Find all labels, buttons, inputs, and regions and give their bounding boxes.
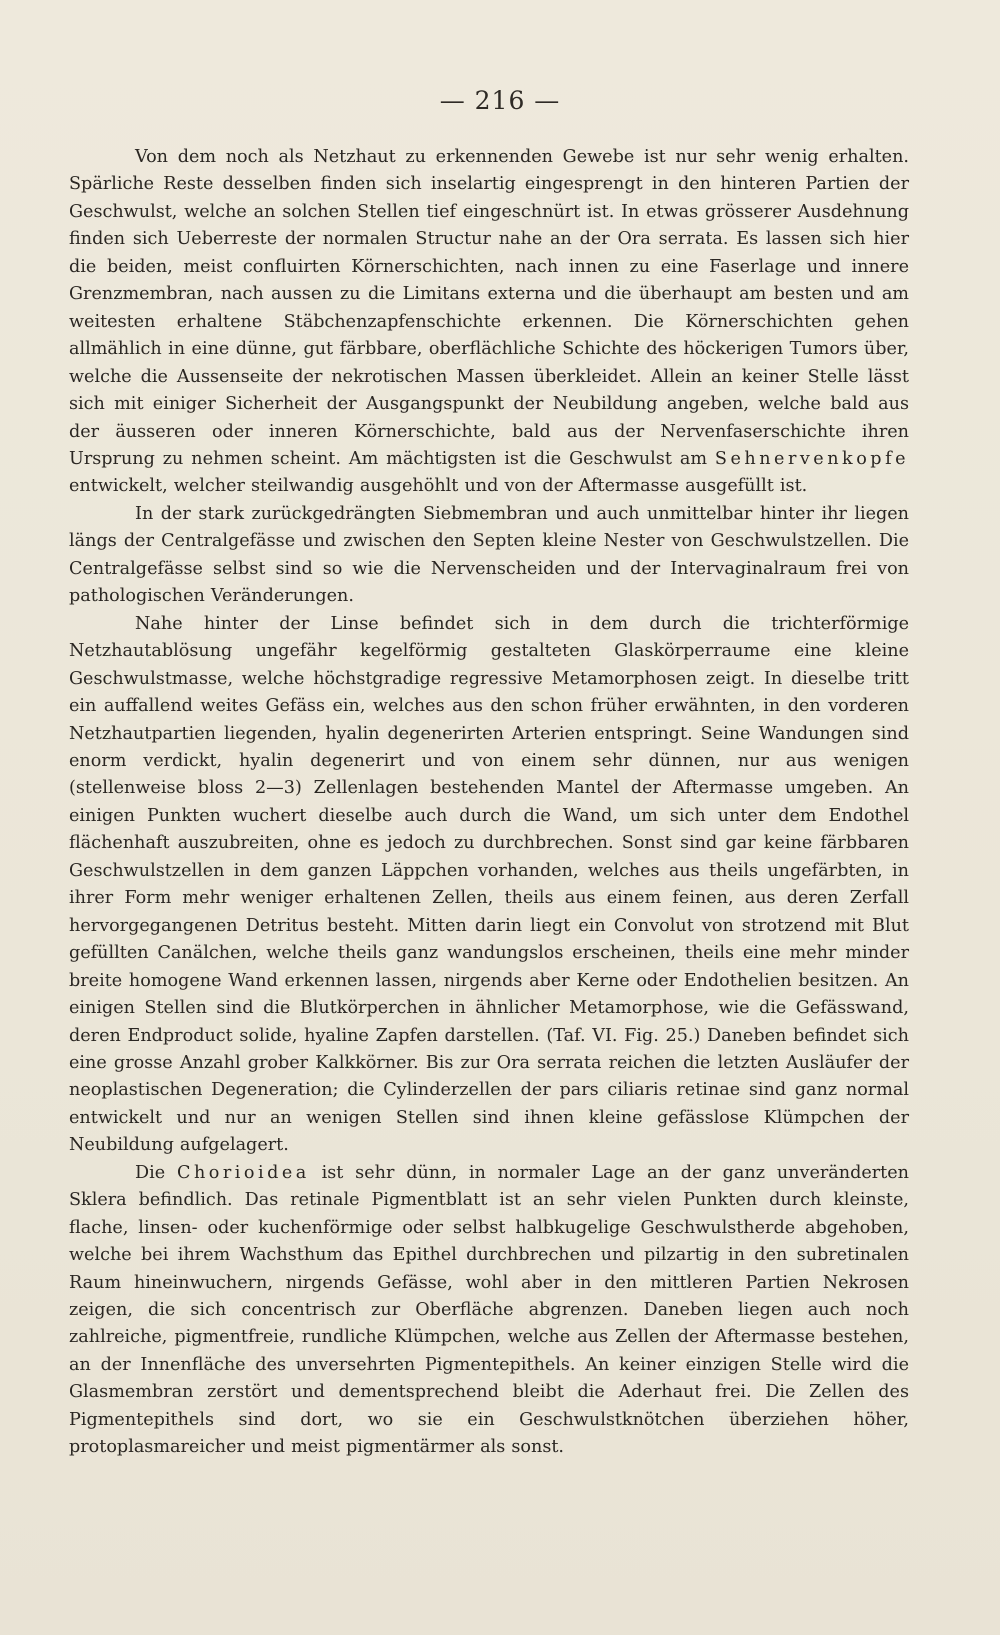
paragraph — [69, 501, 909, 611]
text-run: entwickelt, welcher steilwandig ausgehöhlt und von der Aftermasse ausgefüllt ist. — [69, 476, 808, 497]
paragraph — [69, 611, 909, 1160]
emphasized-term: Sehnervenkopfe — [714, 448, 909, 469]
text-run: Nahe hinter der Linse befindet sich in dem durch die trichterförmige Netzhautablösung ungefähr kegelförmig gestalteten Glaskörperraume eine kleine Geschwulstmasse, welche höchstgradige regressive Metamorphosen zeigt. In dieselbe tritt ein auffallend weites Gefäss ein, welches aus den schon früher erwähnten, in den vorderen Netzhautpartien liegenden, hyalin degenerirten Arterien entspringt. Seine Wandungen sind enorm verdickt, hyalin degenerirt und von einem sehr dünnen, nur aus wenigen (stellenweise bloss 2—3) Zellenlagen bestehenden Mantel der Aftermasse umgeben. An einigen Punkten wuchert dieselbe auch durch die Wand, um sich unter dem Endothel flächenhaft auszubreiten, ohne es jedoch zu durchbrechen. Sonst sind gar keine färbbaren Geschwulstzellen in dem ganzen Läppchen vorhanden, welches aus theils ungefärbten, in ihrer Form mehr weniger erhaltenen Zellen, theils aus einem feinen, aus deren Zerfall hervorgegangenen Detritus besteht. Mitten darin liegt ein Convolut von strotzend mit Blut gefüllten Canälchen, welche theils ganz wandungslos erscheinen, theils eine mehr minder breite homogene Wand erkennen lassen, nirgends aber Kerne oder Endothelien besitzen. An einigen Stellen sind die Blutkörperchen in ähnlicher Metamorphose, wie die Gefässwand, deren Endproduct solide, hyaline Zapfen darstellen. (Taf. VI. Fig. 25.) Daneben befindet sich eine grosse Anzahl grober Kalkkörner. Bis zur Ora serrata reichen die letzten Ausläufer der neoplastischen Degeneration; die Cylinderzellen der pars ciliaris retinae sind ganz normal entwickelt und nur an wenigen Stellen sind ihnen kleine gefässlose Klümpchen der Neubildung aufgelagert. — [69, 613, 909, 1156]
text-run: Die — [135, 1162, 177, 1183]
paragraph — [69, 1160, 909, 1462]
text-run: ist sehr dünn, in normaler Lage an der ganz unveränderten Sklera befindlich. Das retinale Pigmentblatt ist an sehr vielen Punkten durch kleinste, flache, linsen- oder kuchenförmige oder selbst halbkugelige Geschwulstherde abgehoben, welche bei ihrem Wachsthum das Epithel durchbrechen und pilzartig in den subretinalen Raum hineinwuchern, nirgends Gefässe, wohl aber in den mittleren Partien Nekrosen zeigen, die sich concentrisch zur Oberfläche abgrenzen. Daneben liegen auch noch zahlreiche, pigmentfreie, rundliche Klümpchen, welche aus Zellen der Aftermasse bestehen, an der Innenfläche des unversehrten Pigmentepithels. An keiner einzigen Stelle wird die Glasmembran zerstört und dementsprechend bleibt die Aderhaut frei. Die Zellen des Pigmentepithels sind dort, wo sie ein Geschwulstknötchen überziehen höher, protoplasmareicher und meist pigmentärmer als sonst. — [69, 1162, 909, 1458]
page-number: — 216 — — [439, 86, 561, 115]
emphasized-term: Chorioidea — [176, 1162, 310, 1183]
body-text — [69, 144, 909, 1462]
text-run: Von dem noch als Netzhaut zu erkennenden Gewebe ist nur sehr wenig erhalten. Spärliche Reste desselben finden sich inselartig eingesprengt in den hinteren Partien der Geschwulst, welche an solchen Stellen tief eingeschnürt ist. In etwas grösserer Ausdehnung finden sich Ueberreste der normalen Structur nahe an der Ora serrata. Es lassen sich hier die beiden, meist confluirten Körnerschichten, nach innen zu eine Faserlage und innere Grenzmembran, nach aussen zu die Limitans externa und die überhaupt am besten und am weitesten erhaltene Stäbchenzapfenschichte erkennen. Die Körnerschichten gehen allmählich in eine dünne, gut färbbare, oberflächliche Schichte des höckerigen Tumors über, welche die Aussenseite der nekrotischen Massen überkleidet. Allein an keiner Stelle lässt sich mit einiger Sicherheit der Ausgangspunkt der Neubildung angeben, welche bald aus der äusseren oder inneren Körnerschichte, bald aus der Nervenfaserschichte ihren Ursprung zu nehmen scheint. Am mächtigsten ist die Geschwulst am — [69, 147, 909, 469]
text-run: In der stark zurückgedrängten Siebmembran und auch unmittelbar hinter ihr liegen längs der Centralgefässe und zwischen den Septen kleine Nester von Geschwulstzellen. Die Centralgefässe selbst sind so wie die Nervenscheiden und der Intervaginalraum frei von pathologischen Veränderungen. — [69, 503, 909, 607]
paragraph — [69, 144, 909, 501]
